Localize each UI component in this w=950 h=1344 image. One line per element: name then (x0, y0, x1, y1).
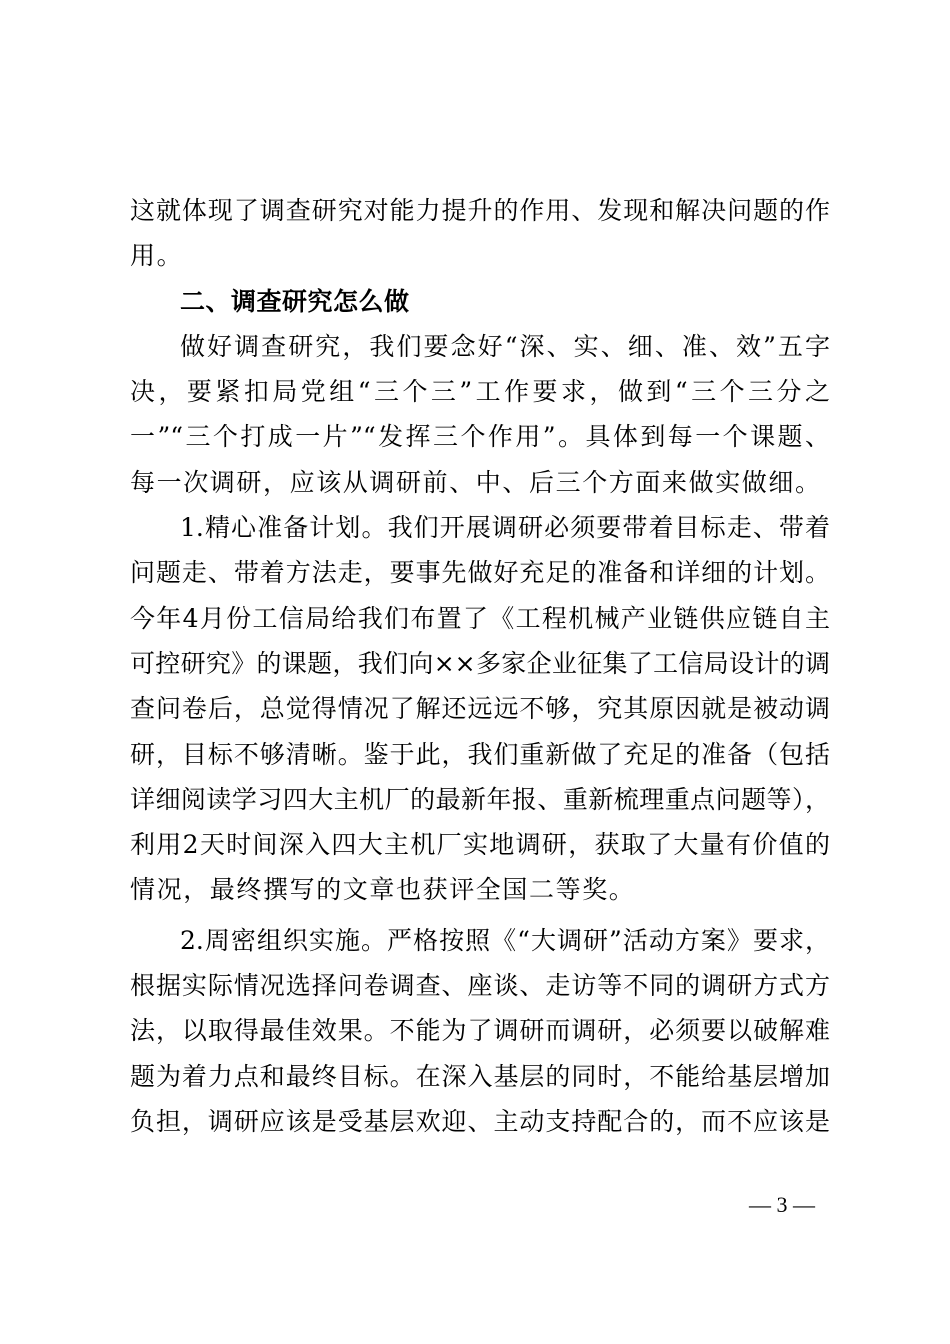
text-line: 决，要紧扣局党组“三个三”工作要求，做到“三个三分之 (130, 377, 830, 407)
paragraph-intro (130, 324, 830, 505)
section-heading-text: 二、调查研究怎么做 (180, 286, 410, 316)
paragraph-point-1 (130, 505, 830, 913)
text-line: 根据实际情况选择问卷调查、座谈、走访等不同的调研方式方 (130, 971, 830, 1001)
text-line: 研，目标不够清晰。鉴于此，我们重新做了充足的准备（包括 (130, 739, 830, 769)
text-line: 可控研究》的课题，我们向××多家企业征集了工信局设计的调 (130, 648, 830, 678)
text-line: 做好调查研究，我们要念好“深、实、细、准、效”五字 (180, 331, 830, 361)
text-line: 2.周密组织实施。严格按照《“大调研”活动方案》要求， (180, 925, 830, 955)
text-line: 每一次调研，应该从调研前、中、后三个方面来做实做细。 (130, 467, 822, 497)
document-body (130, 188, 830, 1144)
text-line: 问题走、带着方法走，要事先做好充足的准备和详细的计划。 (130, 558, 830, 588)
text-line: 今年4月份工信局给我们布置了《工程机械产业链供应链自主 (130, 603, 830, 633)
paragraph-conclusion (130, 188, 830, 279)
text-line: 利用2天时间深入四大主机厂实地调研，获取了大量有价值的 (130, 830, 830, 860)
text-line: 1.精心准备计划。我们开展调研必须要带着目标走、带着 (180, 513, 830, 543)
text-line: 负担，调研应该是受基层欢迎、主动支持配合的，而不应该是 (130, 1106, 830, 1136)
page-number: — 3 — (749, 1192, 815, 1217)
text-line: 查问卷后，总觉得情况了解还远远不够，究其原因就是被动调 (130, 694, 830, 724)
text-line: 法，以取得最佳效果。不能为了调研而调研，必须要以破解难 (130, 1016, 830, 1046)
text-line: 情况，最终撰写的文章也获评全国二等奖。 (130, 875, 636, 905)
text-line: 用。 (130, 241, 184, 271)
paragraph-point-2 (130, 918, 830, 1144)
text-line: 一”“三个打成一片”“发挥三个作用”。具体到每一个课题、 (130, 422, 830, 452)
text-line: 这就体现了调查研究对能力提升的作用、发现和解决问题的作 (130, 196, 830, 225)
text-line: 详细阅读学习四大主机厂的最新年报、重新梳理重点问题等）， (130, 784, 830, 814)
text-line: 题为着力点和最终目标。在深入基层的同时，不能给基层增加 (130, 1061, 830, 1091)
section-heading (130, 279, 830, 324)
